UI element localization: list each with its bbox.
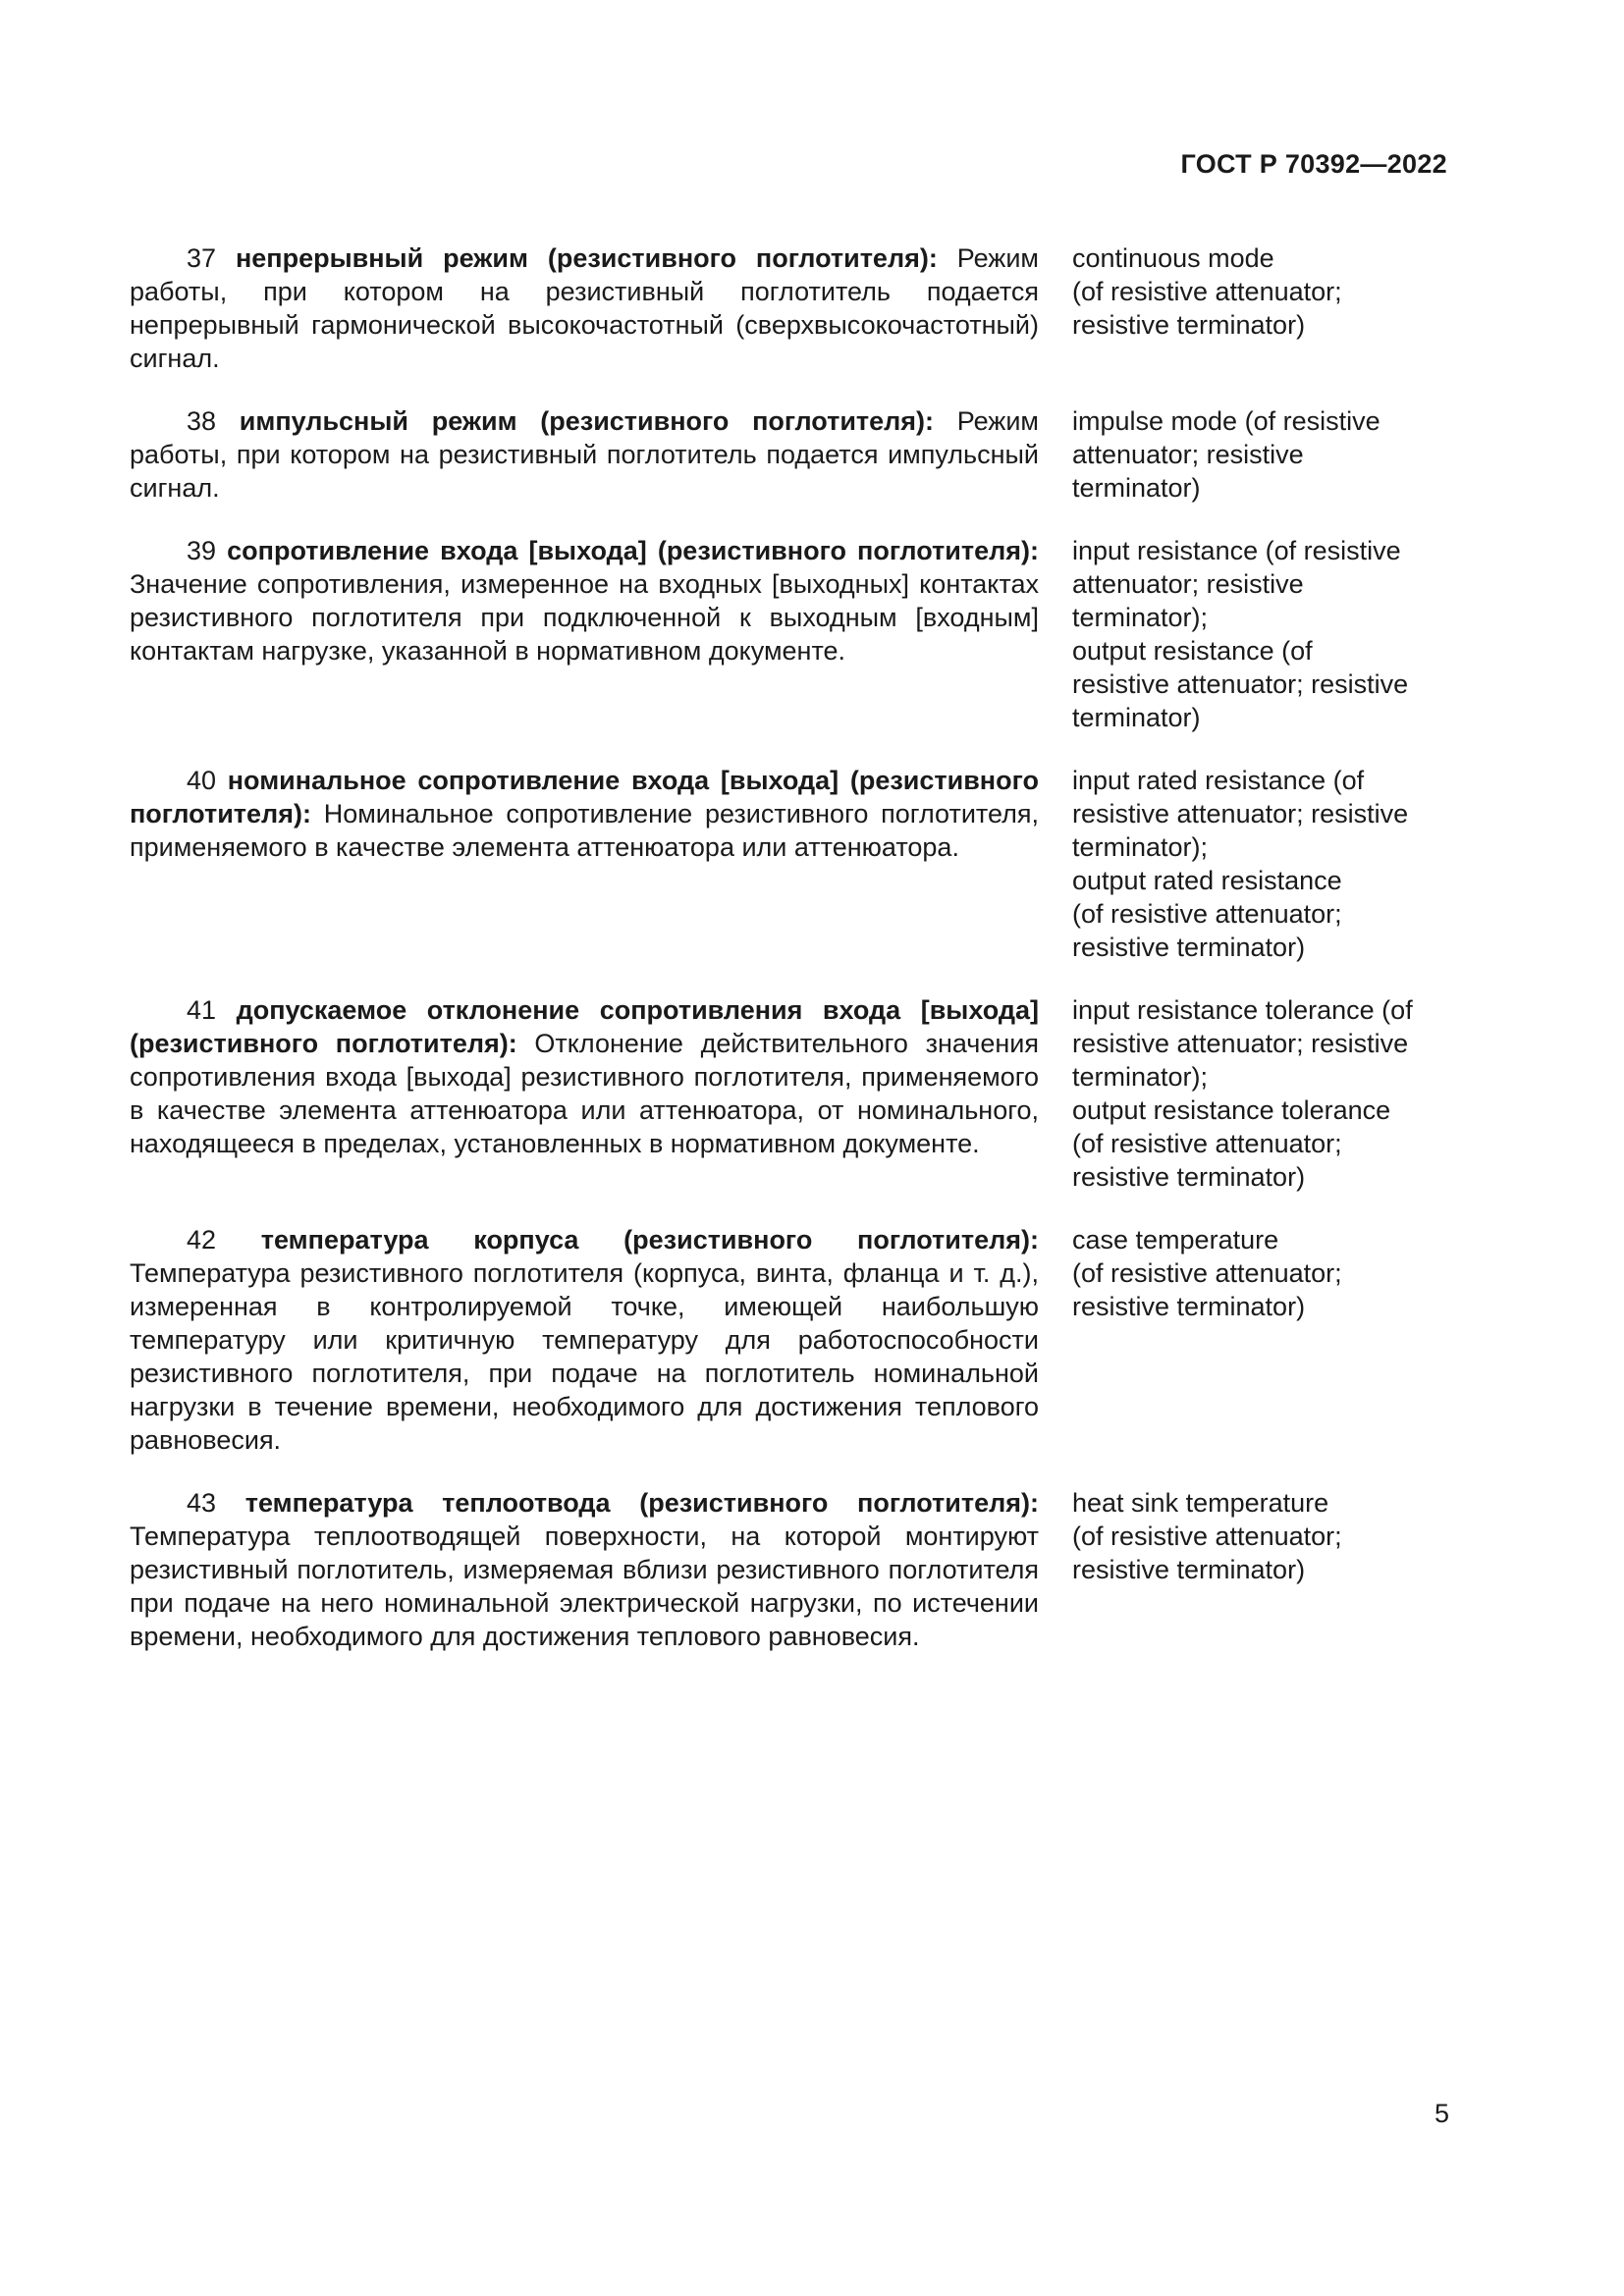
en-line: continuous mode <box>1072 243 1274 273</box>
term-title: температура корпуса (резистивного поглотителя): <box>260 1225 1039 1255</box>
en-line: resistive terminator) <box>1072 1555 1306 1584</box>
en-line: output rated resistance <box>1072 866 1342 895</box>
term-title: допускаемое отклонение сопротивления входа [выхода] (резистивного поглотителя): <box>130 995 1039 1058</box>
term-number: 43 <box>187 1488 217 1518</box>
term-definition: Температура резистивного поглотителя (корпуса, винта, фланца и т. д.), измеренная в контролируемой точке, имеющей наибольшую температуру или критичную температуру для работоспособности резистивного поглотителя, при подаче на поглотитель номинальной нагрузки в течение времени, необходимого для достижения теплового равновесия. <box>130 1258 1039 1455</box>
term-en-equivalent <box>1072 404 1450 505</box>
term-ru-text <box>130 241 1039 375</box>
term-ru-text <box>130 404 1039 505</box>
en-line: (of resistive attenuator; <box>1072 899 1342 929</box>
term-en-equivalent <box>1072 534 1450 734</box>
document-number: ГОСТ Р 70392—2022 <box>1180 149 1447 179</box>
en-line: case temperature <box>1072 1225 1279 1255</box>
en-line: output resistance tolerance <box>1072 1095 1391 1125</box>
en-line: attenuator; resistive <box>1072 569 1304 599</box>
term-ru-text <box>130 534 1039 667</box>
terms-list <box>130 241 1450 1653</box>
term-en-equivalent <box>1072 1223 1450 1323</box>
term-title: температура теплоотвода (резистивного поглотителя): <box>244 1488 1039 1518</box>
term-en-equivalent <box>1072 1486 1450 1586</box>
en-line: (of resistive attenuator; <box>1072 1522 1342 1551</box>
term-definition: Отклонение действительного значения сопротивления входа [выхода] резистивного поглотителя, применяемого в качестве элемента аттенюатора или аттенюатора, от номинального, находящееся в пределах, установленных в нормативном документе. <box>130 1029 1039 1158</box>
term-number: 37 <box>187 243 217 273</box>
term-ru-text <box>130 764 1039 864</box>
en-line: attenuator; resistive <box>1072 440 1304 469</box>
term-title: непрерывный режим (резистивного поглотителя): <box>235 243 938 273</box>
en-line: terminator) <box>1072 703 1201 732</box>
en-line: resistive terminator) <box>1072 1162 1306 1192</box>
term-entry-40 <box>130 764 1450 964</box>
en-line: terminator) <box>1072 473 1201 503</box>
term-en-equivalent <box>1072 241 1450 342</box>
term-ru-text <box>130 1486 1039 1653</box>
en-line: terminator); <box>1072 603 1209 632</box>
term-number: 39 <box>187 536 217 565</box>
term-definition: Значение сопротивления, измеренное на входных [выходных] контактах резистивного поглотителя при подключенной к выходным [входным] контактам нагрузке, указанной в нормативном документе. <box>130 569 1039 666</box>
term-ru-text <box>130 1223 1039 1457</box>
term-entry-37 <box>130 241 1450 375</box>
en-line: (of resistive attenuator; <box>1072 277 1342 306</box>
en-line: (of resistive attenuator; <box>1072 1258 1342 1288</box>
en-line: resistive terminator) <box>1072 1292 1306 1321</box>
term-definition: Номинальное сопротивление резистивного поглотителя, применяемого в качестве элемента аттенюатора или аттенюатора. <box>130 799 1039 862</box>
term-number: 42 <box>187 1225 217 1255</box>
term-definition: Режим работы, при котором на резистивный поглотитель подается импульсный сигнал. <box>130 406 1039 503</box>
en-line: resistive attenuator; resistive <box>1072 799 1409 828</box>
term-en-equivalent <box>1072 764 1450 964</box>
en-line: impulse mode (of resistive <box>1072 406 1380 436</box>
en-line: resistive attenuator; resistive <box>1072 1029 1409 1058</box>
term-definition: Температура теплоотводящей поверхности, на которой монтируют резистивный поглотитель, измеряемая вблизи резистивного поглотителя при подаче на него номинальной электрической нагрузки, по истечении времени, необходимого для достижения теплового равновесия. <box>130 1522 1039 1651</box>
term-entry-39 <box>130 534 1450 734</box>
en-line: (of resistive attenuator; <box>1072 1129 1342 1158</box>
en-line: input resistance tolerance (of <box>1072 995 1413 1025</box>
term-entry-38 <box>130 404 1450 505</box>
term-definition: Режим работы, при котором на резистивный поглотитель подается непрерывный гармонической высокочастотный (сверхвысокочастотный) сигнал. <box>130 243 1039 373</box>
term-entry-41 <box>130 993 1450 1194</box>
term-number: 40 <box>187 766 217 795</box>
term-title: номинальное сопротивление входа [выхода] (резистивного поглотителя): <box>130 766 1039 828</box>
term-title: сопротивление входа [выхода] (резистивного поглотителя): <box>227 536 1039 565</box>
term-en-equivalent <box>1072 993 1450 1194</box>
term-entry-42 <box>130 1223 1450 1457</box>
en-line: terminator); <box>1072 832 1209 862</box>
en-line: heat sink temperature <box>1072 1488 1329 1518</box>
en-line: output resistance (of <box>1072 636 1313 666</box>
en-line: resistive terminator) <box>1072 933 1306 962</box>
en-line: input rated resistance (of <box>1072 766 1365 795</box>
term-number: 38 <box>187 406 217 436</box>
term-number: 41 <box>187 995 217 1025</box>
en-line: resistive attenuator; resistive <box>1072 669 1409 699</box>
term-ru-text <box>130 993 1039 1160</box>
term-title: импульсный режим (резистивного поглотителя): <box>239 406 935 436</box>
en-line: terminator); <box>1072 1062 1209 1092</box>
page-number: 5 <box>1434 2099 1449 2128</box>
en-line: input resistance (of resistive <box>1072 536 1401 565</box>
en-line: resistive terminator) <box>1072 310 1306 340</box>
term-entry-43 <box>130 1486 1450 1653</box>
